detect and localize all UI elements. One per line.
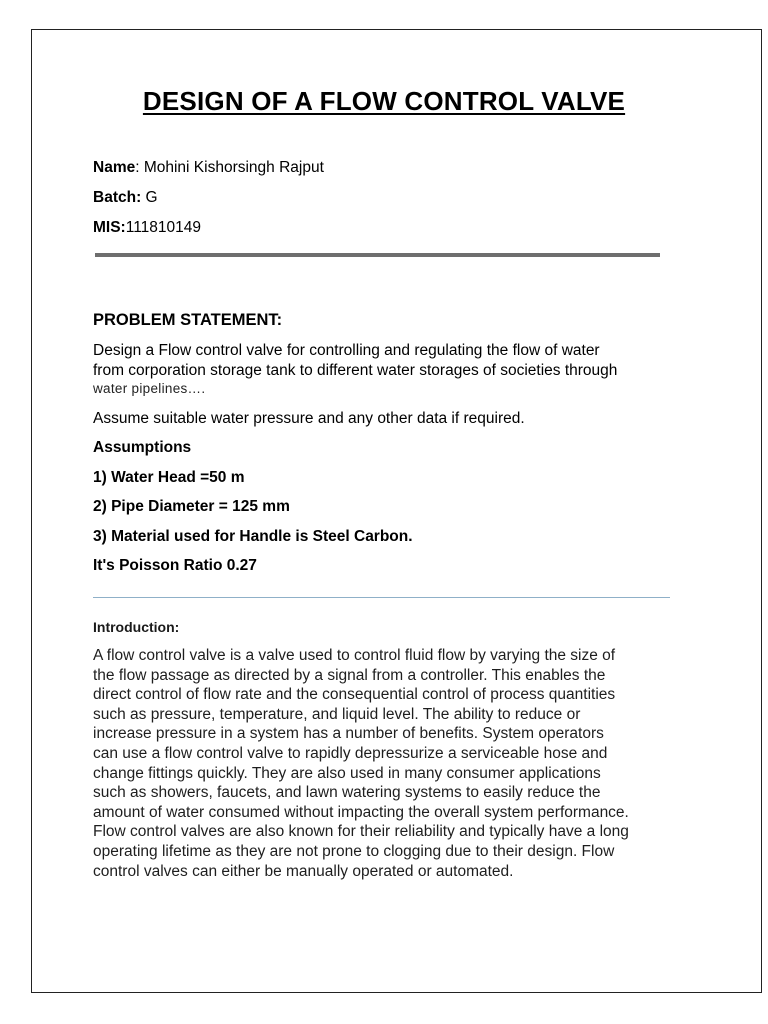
assumption-item: 3) Material used for Handle is Steel Carbon. (93, 528, 413, 545)
document-title: DESIGN OF A FLOW CONTROL VALVE (142, 86, 626, 116)
name-line (93, 159, 324, 177)
paragraph-line: such as showers, faucets, and lawn watering systems to easily reduce the (93, 784, 601, 802)
paragraph-line: change fittings quickly. They are also used in many consumer applications (93, 764, 601, 782)
assumption-item: It's Poisson Ratio 0.27 (93, 557, 257, 574)
paragraph-line: can use a flow control valve to rapidly depressurize a serviceable hose and (93, 744, 608, 762)
paragraph-line: control valves can either be manually operated or automated. (93, 862, 514, 880)
problem-line-1: Design a Flow control valve for controlling and regulating the flow of water (93, 342, 600, 359)
paragraph-line: such as pressure, temperature, and liquid level. The ability to reduce or (93, 705, 581, 723)
section-divider (93, 597, 670, 598)
paragraph-line: the flow passage as directed by a signal from a controller. This enables the (93, 666, 606, 684)
paragraph-line: operating lifetime as they are not prone to clogging due to their design. Flow (93, 842, 615, 860)
paragraph-line: direct control of flow rate and the consequential control of process quantities (93, 686, 616, 704)
name-label: Name (93, 159, 136, 176)
assumption-item: 1) Water Head =50 m (93, 469, 245, 486)
problem-line-3: water pipelines…. (93, 381, 206, 396)
introduction-paragraph (93, 646, 683, 881)
paragraph-line: A flow control valve is a valve used to control fluid flow by varying the size of (93, 647, 616, 664)
mis-label: MIS: (93, 219, 126, 236)
mis-value: 111810149 (125, 219, 202, 236)
paragraph-line: increase pressure in a system has a number of benefits. System operators (93, 725, 604, 743)
assumptions-heading: Assumptions (93, 439, 192, 456)
problem-line-2: from corporation storage tank to different water storages of societies through (93, 362, 618, 379)
mis-line (93, 219, 201, 237)
batch-value: G (141, 189, 158, 206)
batch-line (93, 189, 158, 207)
introduction-heading: Introduction: (93, 619, 180, 635)
paragraph-line: Flow control valves are also known for their reliability and typically have a long (93, 823, 629, 841)
assume-line: Assume suitable water pressure and any other data if required. (93, 410, 525, 427)
paragraph-line: amount of water consumed without impacting the overall system performance. (93, 803, 629, 821)
name-value: : Mohini Kishorsingh Rajput (135, 159, 324, 176)
problem-statement-heading: PROBLEM STATEMENT: (93, 311, 283, 329)
assumption-item: 2) Pipe Diameter = 125 mm (93, 498, 290, 515)
header-divider (95, 253, 660, 257)
batch-label: Batch: (93, 189, 142, 206)
